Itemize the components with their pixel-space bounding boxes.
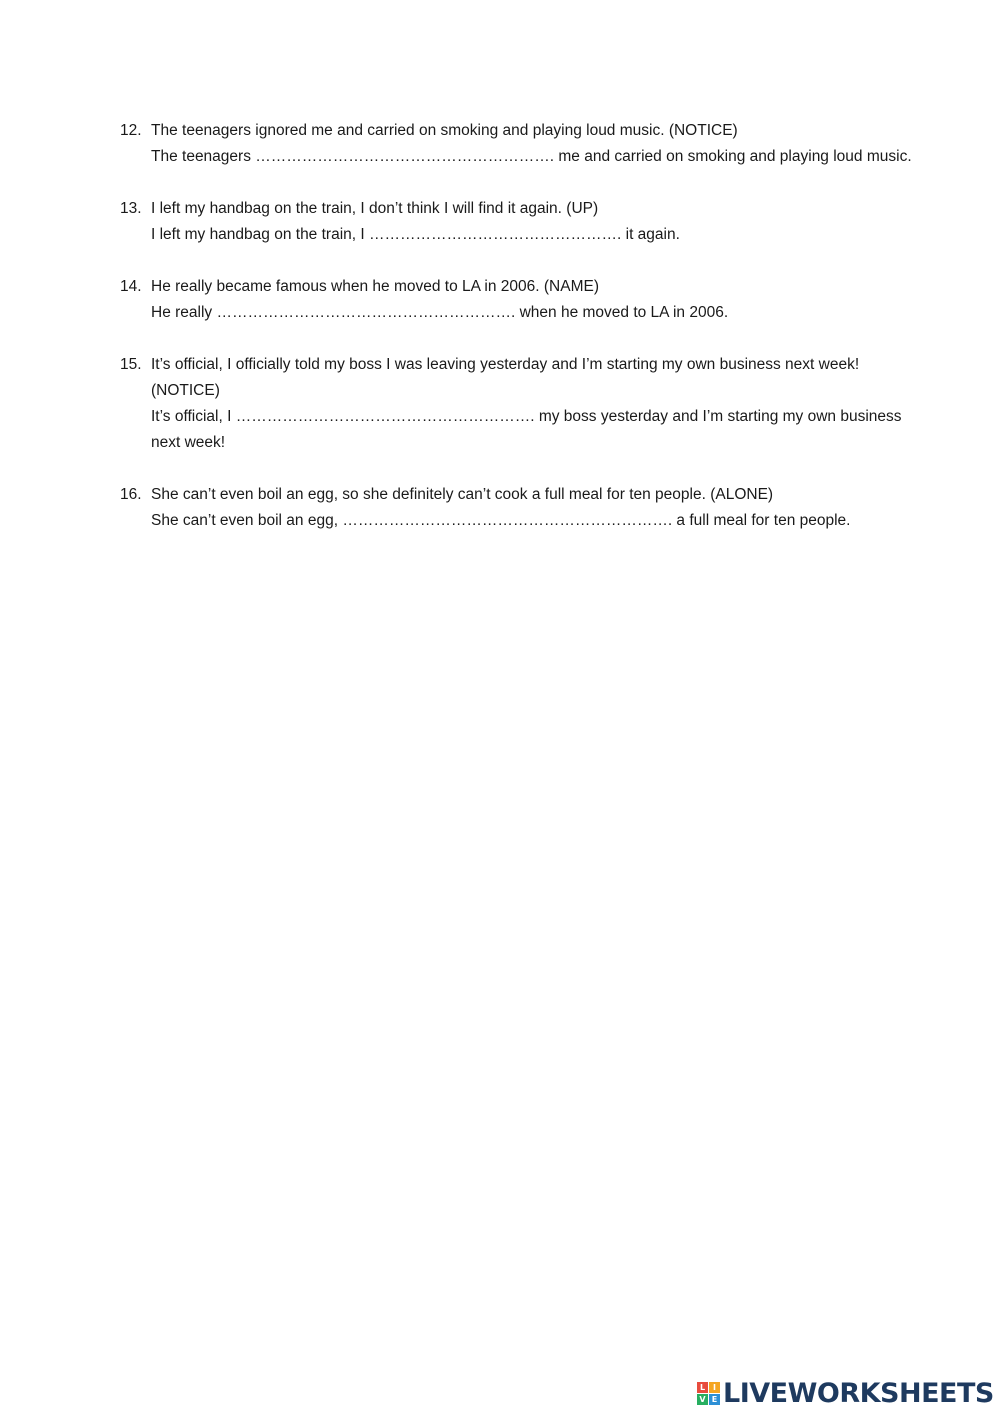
answer-before: It’s official, I [151,408,236,425]
answer-gap[interactable]: …………………………………………. [369,226,622,243]
question-content [151,274,920,326]
answer-before: I left my handbag on the train, I [151,226,369,243]
question-16 [120,482,920,534]
question-content [151,118,920,170]
answer-line [151,404,920,456]
question-prompt: The teenagers ignored me and carried on smoking and playing loud music. (NOTICE) [151,122,738,139]
liveworksheets-logo[interactable] [697,1376,997,1410]
question-15 [120,352,920,456]
question-prompt: He really became famous when he moved to LA in 2006. (NAME) [151,278,600,295]
question-prompt: It’s official, I officially told my boss I was leaving yesterday and I’m starting my own business next week! (NOTICE) [151,356,860,399]
question-number: 12. [120,122,142,139]
question-content [151,196,920,248]
answer-before: The teenagers [151,148,256,165]
logo-mark-cell: L [697,1382,708,1393]
answer-before: She can’t even boil an egg, [151,512,343,529]
answer-gap[interactable]: …………………………………………………. [255,148,555,165]
logo-mark-cell: V [697,1394,708,1405]
answer-gap[interactable]: …………………………………………………. [235,408,535,425]
answer-after: it again. [621,226,680,243]
answer-after: when he moved to LA in 2006. [515,304,729,321]
answer-gap[interactable]: …………………………………………………. [216,304,516,321]
question-content [151,482,920,534]
question-prompt: I left my handbag on the train, I don’t think I will find it again. (UP) [151,200,599,217]
question-prompt: She can’t even boil an egg, so she definitely can’t cook a full meal for ten people. (ALONE) [151,486,774,503]
answer-after: my boss yesterday and I’m starting my own business next week! [151,408,902,451]
question-number: 13. [120,200,142,217]
logo-mark-cell: I [709,1382,720,1393]
answer-before: He really [151,304,217,321]
question-number: 14. [120,278,142,295]
worksheet-body [120,118,920,560]
logo-mark-icon [697,1382,720,1405]
question-content [151,352,920,456]
question-12 [120,118,920,170]
answer-line [151,144,920,170]
answer-after: a full meal for ten people. [672,512,851,529]
question-number: 15. [120,356,142,373]
question-14 [120,274,920,326]
logo-mark-cell: E [709,1394,720,1405]
answer-line [151,508,920,534]
logo-text: LIVEWORKSHEETS [723,1377,994,1409]
question-number: 16. [120,486,142,503]
question-13 [120,196,920,248]
answer-line [151,222,920,248]
answer-line [151,300,920,326]
answer-gap[interactable]: ………………………………………………………. [342,512,673,529]
answer-after: me and carried on smoking and playing loud music. [554,148,912,165]
